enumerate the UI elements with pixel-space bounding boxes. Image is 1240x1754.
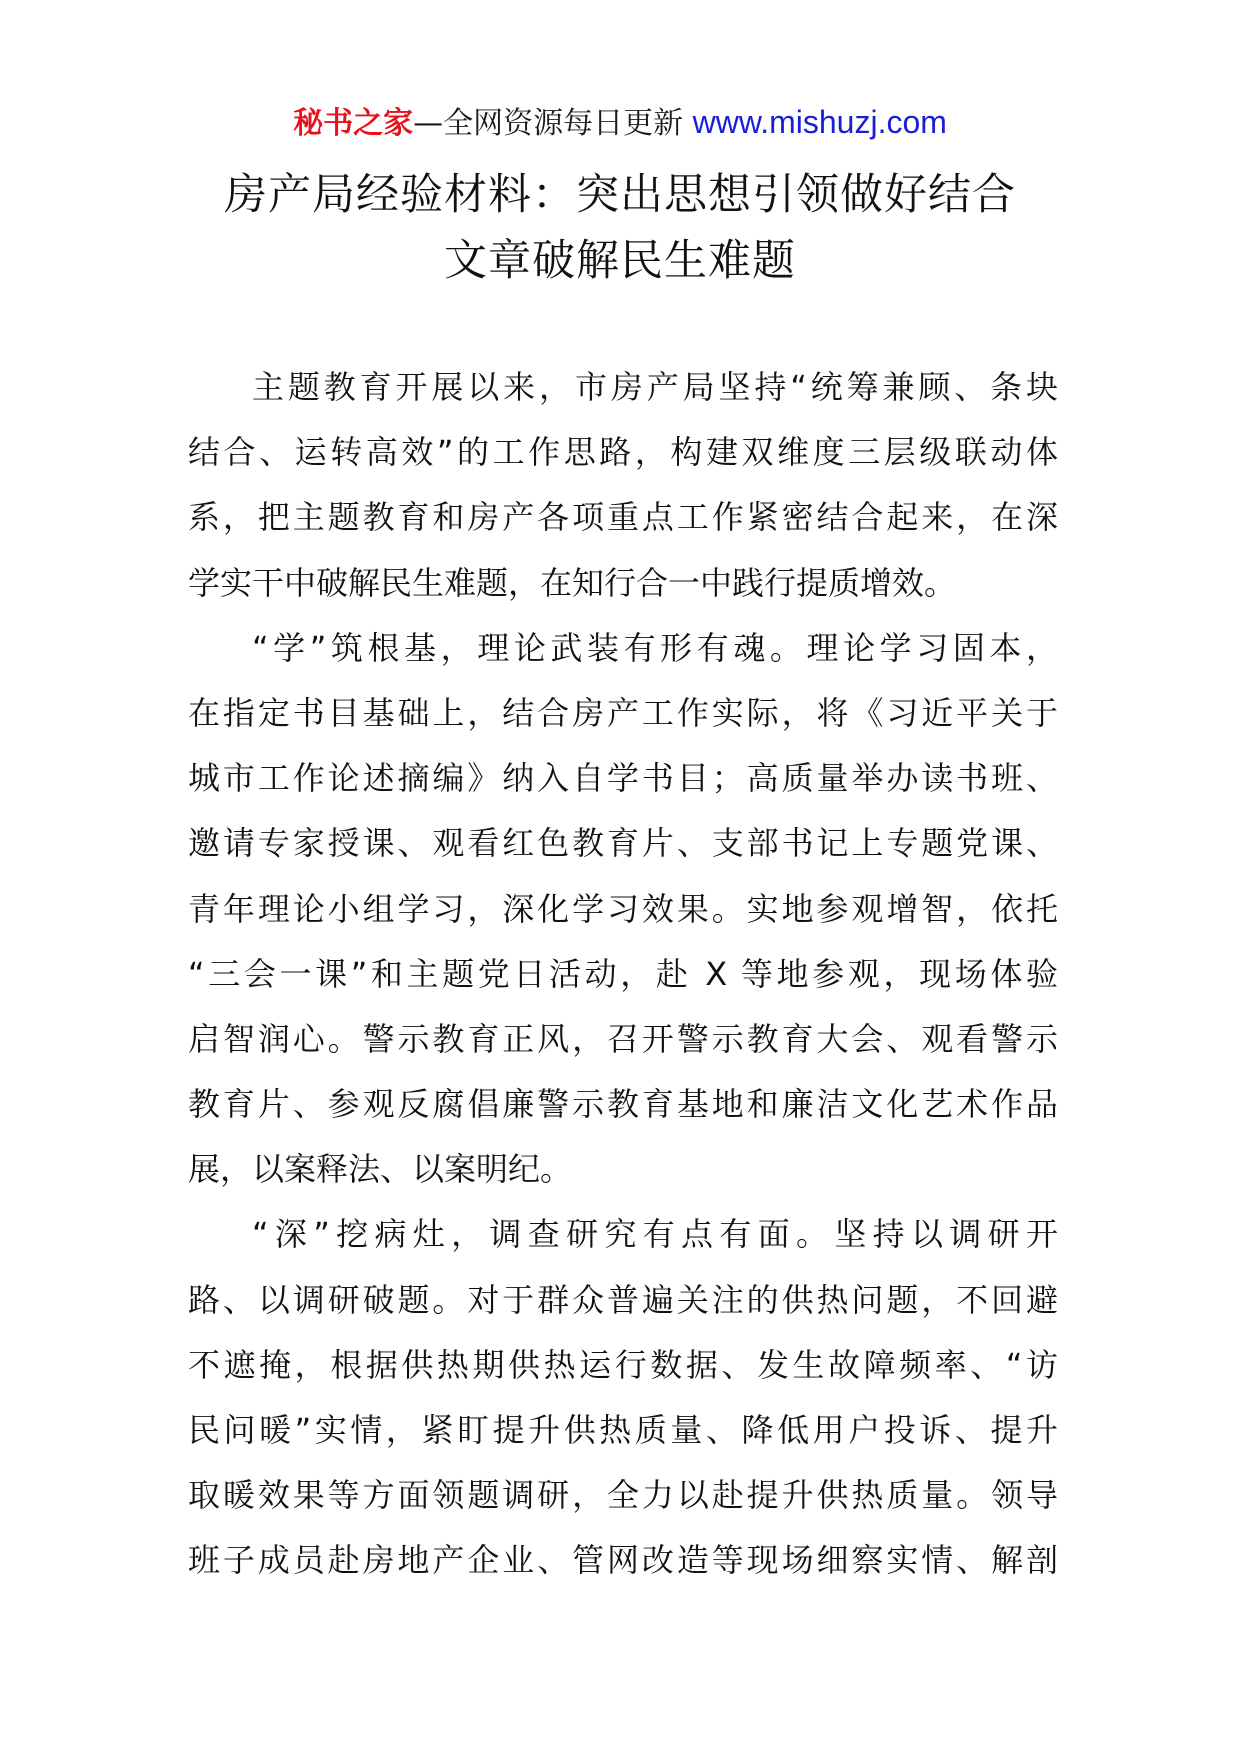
paragraph-line: 路、以调研破题。对于群众普遍关注的供热问题，不回避 (188, 1280, 1058, 1319)
header-tagline: —全网资源每日更新 (413, 106, 693, 141)
paragraph-line: 民问暖”实情，紧盯提升供热质量、降低用户投诉、提升 (188, 1411, 1058, 1449)
paragraph-line: 展，以案释法、以案明纪。 (188, 1150, 573, 1189)
paragraph-line: 在指定书目基础上，结合房产工作实际，将《习近平关于 (188, 693, 1058, 732)
paragraph-line: 教育片、参观反腐倡廉警示教育基地和廉洁文化艺术作品 (188, 1085, 1058, 1124)
document-title (190, 162, 1050, 294)
paragraph-line: 邀请专家授课、观看红色教育片、支部书记上专题党课、 (188, 824, 1058, 863)
paragraph (188, 616, 1058, 1203)
paragraph-line: 班子成员赴房地产企业、管网改造等现场细察实情、解剖 (188, 1541, 1058, 1580)
title-line-2: 文章破解民生难题 (444, 236, 796, 286)
title-line-1: 房产局经验材料：突出思想引领做好结合 (224, 170, 1016, 220)
paragraph-line: 青年理论小组学习，深化学习效果。实地参观增智，依托 (188, 889, 1058, 928)
paragraph-line: 结合、运转高效”的工作思路，构建双维度三层级联动体 (188, 433, 1058, 472)
paragraph-line: “深”挖病灶，调查研究有点有面。坚持以调研开 (252, 1215, 1058, 1254)
paragraph-line: 启智润心。警示教育正风，召开警示教育大会、观看警示 (188, 1019, 1058, 1058)
paragraph-line: “三会一课”和主题党日活动，赴 X 等地参观，现场体验 (188, 954, 1058, 993)
paragraph-line: 系，把主题教育和房产各项重点工作紧密结合起来，在深 (188, 498, 1058, 537)
site-url-link[interactable]: www.mishuzj.com (692, 104, 947, 140)
brand-name: 秘书之家 (293, 106, 414, 141)
paragraph (188, 355, 1058, 616)
paragraph (188, 1202, 1058, 1593)
paragraph-line: 城市工作论述摘编》纳入自学书目；高质量举办读书班、 (188, 759, 1058, 798)
site-header (0, 100, 1240, 146)
document-body (188, 355, 1058, 1594)
paragraph-line: 主题教育开展以来，市房产局坚持“统筹兼顾、条块 (252, 368, 1058, 406)
paragraph-line: 取暖效果等方面领题调研，全力以赴提升供热质量。领导 (188, 1476, 1058, 1515)
paragraph-line: “学”筑根基，理论武装有形有魂。理论学习固本， (252, 628, 1058, 667)
paragraph-line: 不遮掩，根据供热期供热运行数据、发生故障频率、“访 (188, 1345, 1058, 1384)
paragraph-line: 学实干中破解民生难题，在知行合一中践行提质增效。 (188, 563, 957, 602)
